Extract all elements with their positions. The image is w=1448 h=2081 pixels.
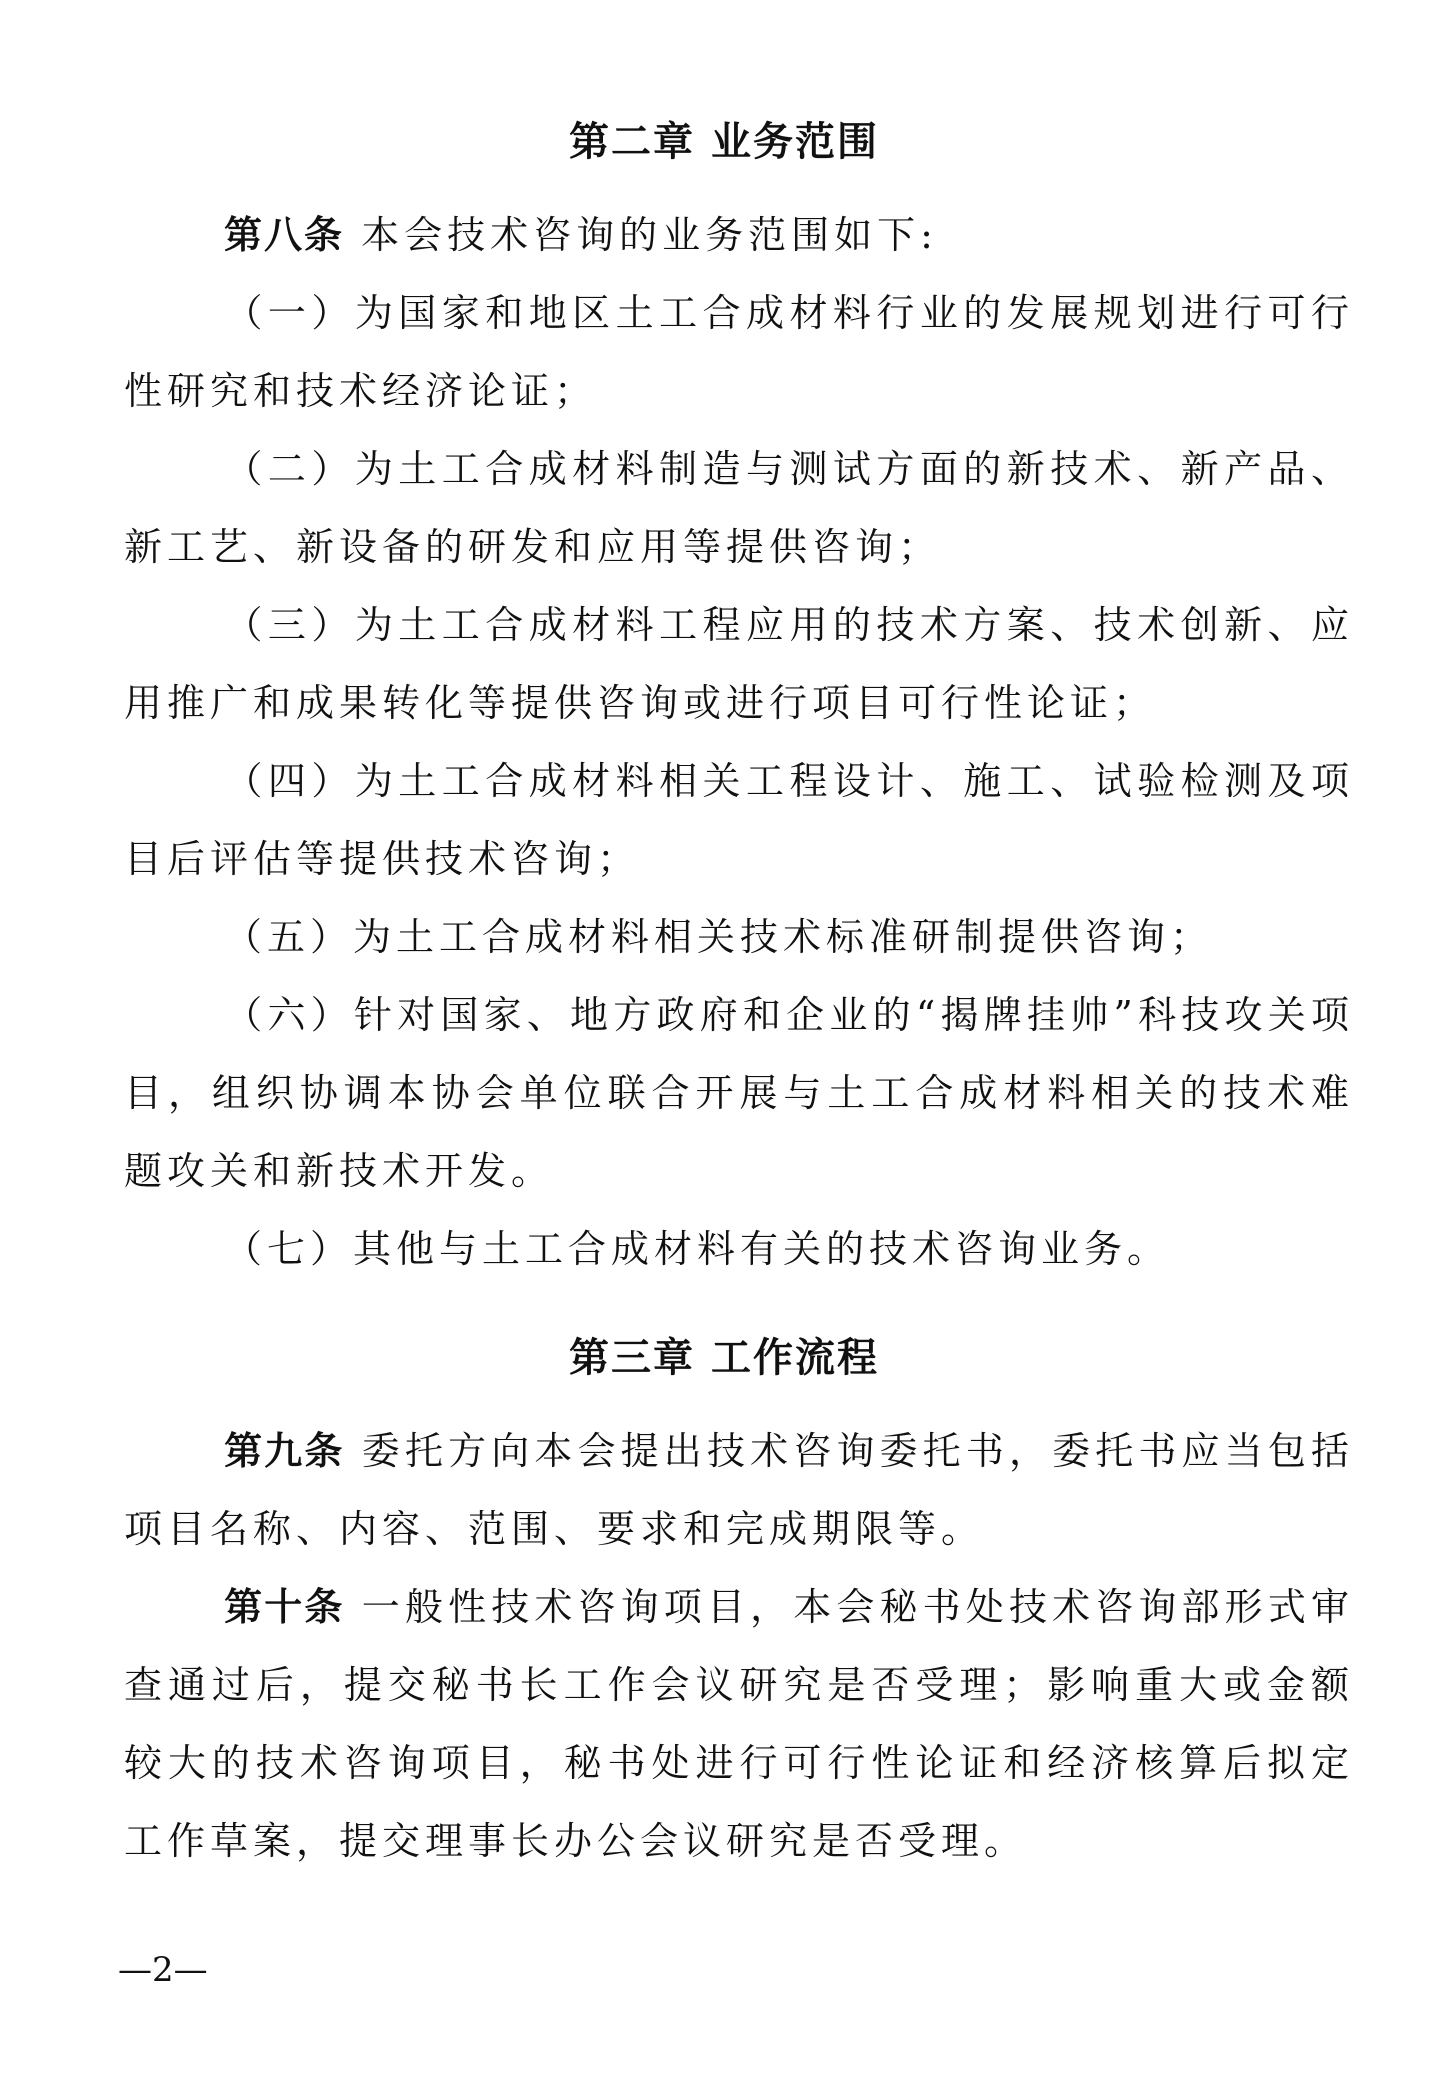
article-10-label: 第十条: [224, 1585, 345, 1629]
article-8-label: 第八条: [224, 213, 345, 257]
article-8-item-6-text: （六）针对国家、地方政府和企业的“揭牌挂帅”科技攻关项目，组织协调本协会单位联合开展与土工合成材料相关的技术难题攻关和新技术开发。: [124, 993, 1354, 1193]
article-8-item-7-text: （七）其他与土工合成材料有关的技术咨询业务。: [224, 1227, 1171, 1271]
article-8-item-2-text: （二）为土工合成材料制造与测试方面的新技术、新产品、新工艺、新设备的研发和应用等提供咨询；: [124, 447, 1354, 569]
article-8-item-4: [124, 742, 1354, 898]
article-9-label: 第九条: [224, 1429, 345, 1473]
article-8-item-5: [124, 898, 1354, 976]
article-8: [124, 196, 1354, 274]
article-8-item-1-text: （一）为国家和地区土工合成材料行业的发展规划进行可行性研究和技术经济论证；: [124, 291, 1354, 413]
page-number: —2—: [118, 1950, 208, 1990]
article-8-text: 本会技术咨询的业务范围如下:: [344, 213, 938, 257]
article-8-item-5-text: （五）为土工合成材料相关技术标准研制提供咨询；: [224, 915, 1214, 959]
article-8-item-3-text: （三）为土工合成材料工程应用的技术方案、技术创新、应用推广和成果转化等提供咨询或进行项目可行性论证；: [124, 603, 1354, 725]
article-8-item-6: [124, 976, 1354, 1210]
article-8-item-4-text: （四）为土工合成材料相关工程设计、施工、试验检测及项目后评估等提供技术咨询；: [124, 759, 1354, 881]
article-8-item-7: [124, 1210, 1354, 1288]
article-8-item-2: [124, 430, 1354, 586]
article-8-item-1: [124, 274, 1354, 430]
article-8-item-3: [124, 586, 1354, 742]
article-10-text: 一般性技术咨询项目，本会秘书处技术咨询部形式审查通过后，提交秘书长工作会议研究是否受理；影响重大或金额较大的技术咨询项目，秘书处进行可行性论证和经济核算后拟定工作草案，提交理事长办公会议研究是否受理。: [124, 1585, 1354, 1863]
chapter-2-heading: 第二章 业务范围: [569, 119, 879, 165]
article-9: [124, 1412, 1354, 1568]
chapter-3-heading: 第三章 工作流程: [569, 1335, 879, 1381]
article-10: [124, 1568, 1354, 1880]
article-9-text: 委托方向本会提出技术咨询委托书，委托书应当包括项目名称、内容、范围、要求和完成期限等。: [124, 1429, 1354, 1551]
